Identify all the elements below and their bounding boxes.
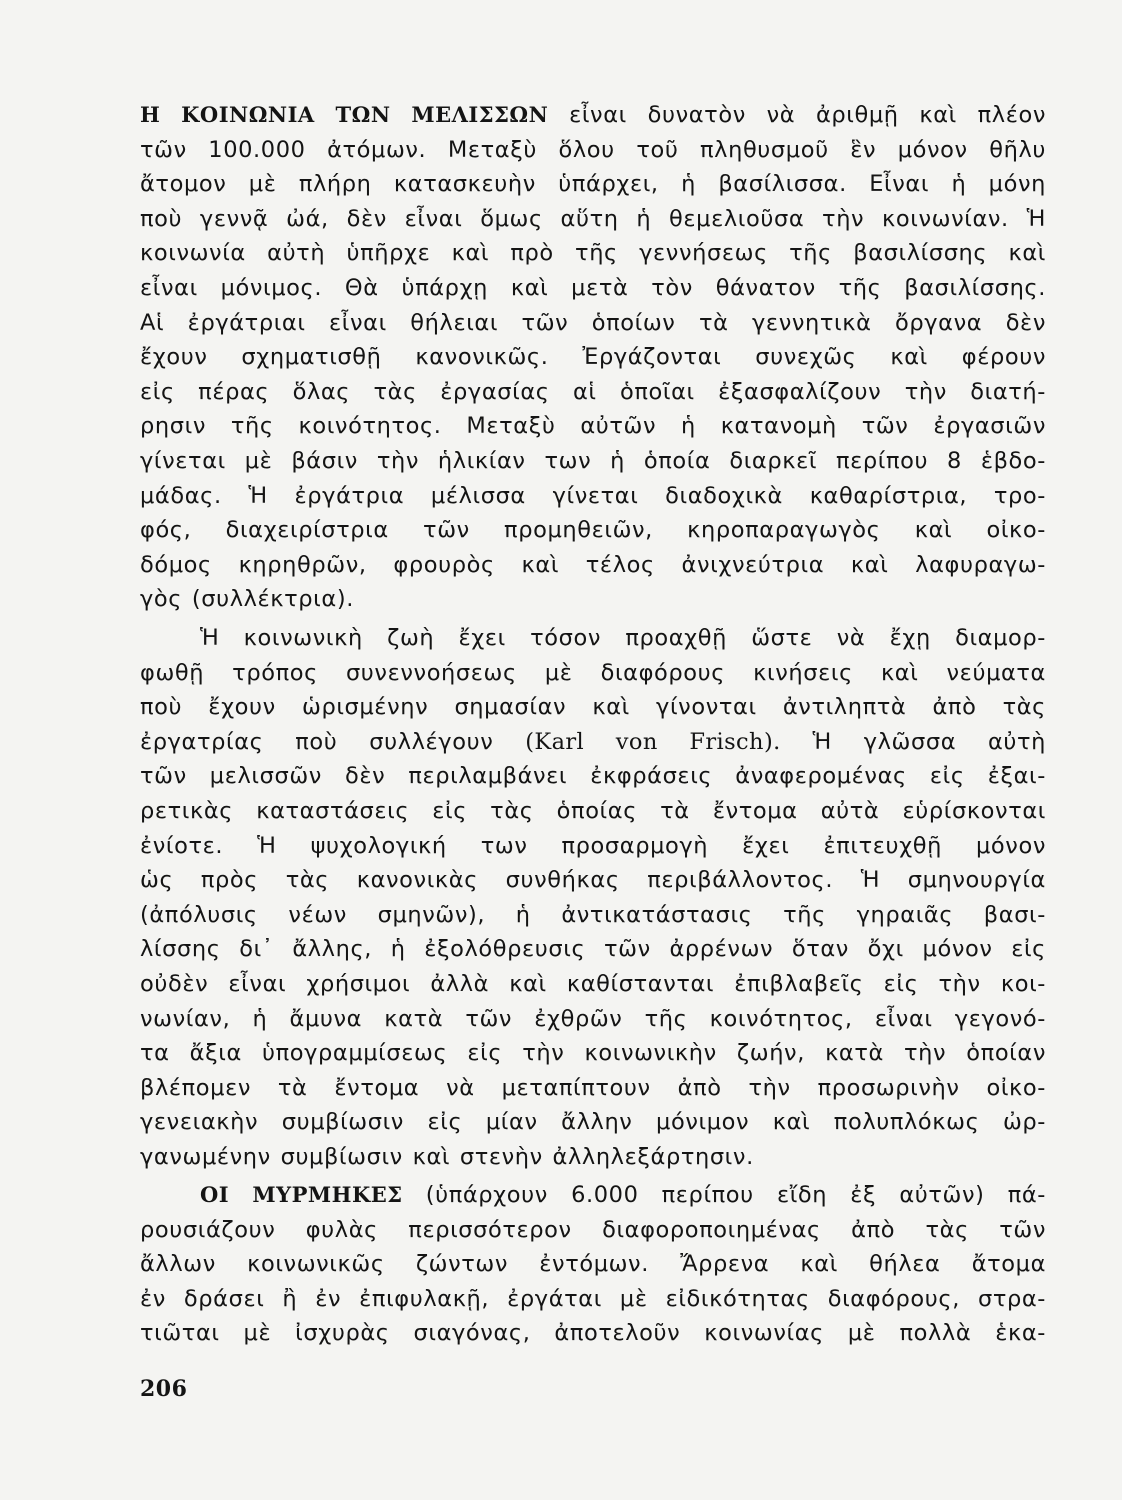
text-line: ἐργατρίας ποὺ συλλέγουν (Karl von Frisch). Ἡ γλῶσσα αὐτὴ [140, 728, 1046, 755]
paragraph-ants [140, 1178, 1046, 1351]
text-line: κοινωνία αὐτὴ ὑπῆρχε καὶ πρὸ τῆς γεννήσεως τῆς βασιλίσσης καὶ [140, 240, 1046, 267]
text-line: Ἡ κοινωνικὴ ζωὴ ἔχει τόσον προαχθῇ ὥστε νὰ ἔχῃ διαμορ- [200, 625, 1046, 651]
text-line: ἔχουν σχηματισθῇ κανονικῶς. Ἐργάζονται συνεχῶς καὶ φέρουν [140, 344, 1046, 371]
text-line: δόμος κηρηθρῶν, φρουρὸς καὶ τέλος ἀνιχνεύτρια καὶ λαφυραγω- [140, 551, 1046, 578]
citation-karl-von-frisch: (Karl von Frisch). [525, 728, 781, 755]
paragraph-social-life [140, 621, 1046, 1175]
text-line: (ἀπόλυσις νέων σμηνῶν), ἡ ἀντικατάστασις τῆς γηραιᾶς βασι- [140, 901, 1046, 928]
text-line: βλέπομεν τὰ ἔντομα νὰ μεταπίπτουν ἀπὸ τὴν προσωρινὴν οἰκο- [140, 1074, 1046, 1101]
text-line: ἄτομον μὲ πλήρη κατασκευὴν ὑπάρχει, ἡ βασίλισσα. Εἶναι ἡ μόνη [140, 171, 1046, 198]
paragraph-bee-society [140, 98, 1046, 617]
text-line: ΟΙ ΜΥΡΜΗΚΕΣ (ὑπάρχουν 6.000 περίπου εἴδη ἐξ αὐτῶν) πά- [200, 1182, 1046, 1208]
text-line: τῶν μελισσῶν δὲν περιλαμβάνει ἐκφράσεις ἀναφερομένας εἰς ἐξαι- [140, 763, 1046, 790]
text-line: φωθῇ τρόπος συνεννοήσεως μὲ διαφόρους κινήσεις καὶ νεύματα [140, 659, 1046, 686]
text-line: ἐνίοτε. Ἡ ψυχολογική των προσαρμογὴ ἔχει ἐπιτευχθῇ μόνον [140, 832, 1046, 859]
text-line: ρετικὰς καταστάσεις εἰς τὰς ὁποίας τὰ ἔντομα αὐτὰ εὑρίσκονται [140, 797, 1046, 824]
text-line: οὐδὲν εἶναι χρήσιμοι ἀλλὰ καὶ καθίστανται ἐπιβλαβεῖς εἰς τὴν κοι- [140, 970, 1046, 997]
text-line: ρησιν τῆς κοινότητος. Μεταξὺ αὐτῶν ἡ κατανομὴ τῶν ἐργασιῶν [140, 413, 1046, 440]
text-line: τῶν 100.000 ἀτόμων. Μεταξὺ ὅλου τοῦ πληθυσμοῦ ἓν μόνον θῆλυ [140, 136, 1046, 163]
text-line: ποὺ ἔχουν ὡρισμένην σημασίαν καὶ γίνονται ἀντιληπτὰ ἀπὸ τὰς [140, 694, 1046, 721]
section-heading-bees: Η ΚΟΙΝΩΝΙΑ ΤΩΝ ΜΕΛΙΣΣΩΝ [140, 102, 549, 127]
text-line: εἰς πέρας ὅλας τὰς ἐργασίας αἱ ὁποῖαι ἐξασφαλίζουν τὴν διατή- [140, 378, 1046, 405]
page-number: 206 [140, 1376, 188, 1402]
section-heading-ants: ΟΙ ΜΥΡΜΗΚΕΣ [200, 1182, 403, 1207]
text-line: μάδας. Ἡ ἐργάτρια μέλισσα γίνεται διαδοχικὰ καθαρίστρια, τρο- [140, 482, 1046, 509]
text-line: εἶναι μόνιμος. Θὰ ὑπάρχῃ καὶ μετὰ τὸν θάνατον τῆς βασιλίσσης. [140, 274, 1046, 301]
text-line: νωνίαν, ἡ ἄμυνα κατὰ τῶν ἐχθρῶν τῆς κοινότητος, εἶναι γεγονό- [140, 1005, 1046, 1032]
text-line: γενειακὴν συμβίωσιν εἰς μίαν ἄλλην μόνιμον καὶ πολυπλόκως ὠρ- [140, 1109, 1046, 1136]
text-line: ποὺ γεννᾷ ὠά, δὲν εἶναι ὅμως αὕτη ἡ θεμελιοῦσα τὴν κοινωνίαν. Ἡ [140, 205, 1046, 232]
text-line: γίνεται μὲ βάσιν τὴν ἡλικίαν των ἡ ὁποία διαρκεῖ περίπου 8 ἑβδο- [140, 447, 1046, 474]
text-line: γανωμένην συμβίωσιν καὶ στενὴν ἀλληλεξάρτησιν. [140, 1143, 754, 1170]
text-line: τιῶται μὲ ἰσχυρὰς σιαγόνας, ἀποτελοῦν κοινωνίας μὲ πολλὰ ἑκα- [140, 1320, 1046, 1347]
text-line: τα ἄξια ὑπογραμμίσεως εἰς τὴν κοινωνικὴν ζωήν, κατὰ τὴν ὁποίαν [140, 1040, 1046, 1067]
text-line: Αἱ ἐργάτριαι εἶναι θήλειαι τῶν ὁποίων τὰ γεννητικὰ ὄργανα δὲν [140, 309, 1046, 336]
text-line: ὡς πρὸς τὰς κανονικὰς συνθήκας περιβάλλοντος. Ἡ σμηνουργία [140, 867, 1046, 894]
text-line: λίσσης δι᾽ ἄλλης, ἡ ἐξολόθρευσις τῶν ἀρρένων ὅταν ὄχι μόνον εἰς [140, 936, 1046, 963]
text-line: ἄλλων κοινωνικῶς ζώντων ἐντόμων. Ἄρρενα καὶ θήλεα ἄτομα [140, 1251, 1046, 1278]
text-line: Η ΚΟΙΝΩΝΙΑ ΤΩΝ ΜΕΛΙΣΣΩΝ εἶναι δυνατὸν νὰ ἀριθμῇ καὶ πλέον [140, 102, 1046, 128]
text-line: ρουσιάζουν φυλὰς περισσότερον διαφοροποιημένας ἀπὸ τὰς τῶν [140, 1216, 1046, 1243]
text-line: γὸς (συλλέκτρια). [140, 586, 354, 613]
text-line: ἐν δράσει ἢ ἐν ἐπιφυλακῇ, ἐργάται μὲ εἰδικότητας διαφόρους, στρα- [140, 1285, 1046, 1312]
text-line: φός, διαχειρίστρια τῶν προμηθειῶν, κηροπαραγωγὸς καὶ οἰκο- [140, 517, 1046, 544]
